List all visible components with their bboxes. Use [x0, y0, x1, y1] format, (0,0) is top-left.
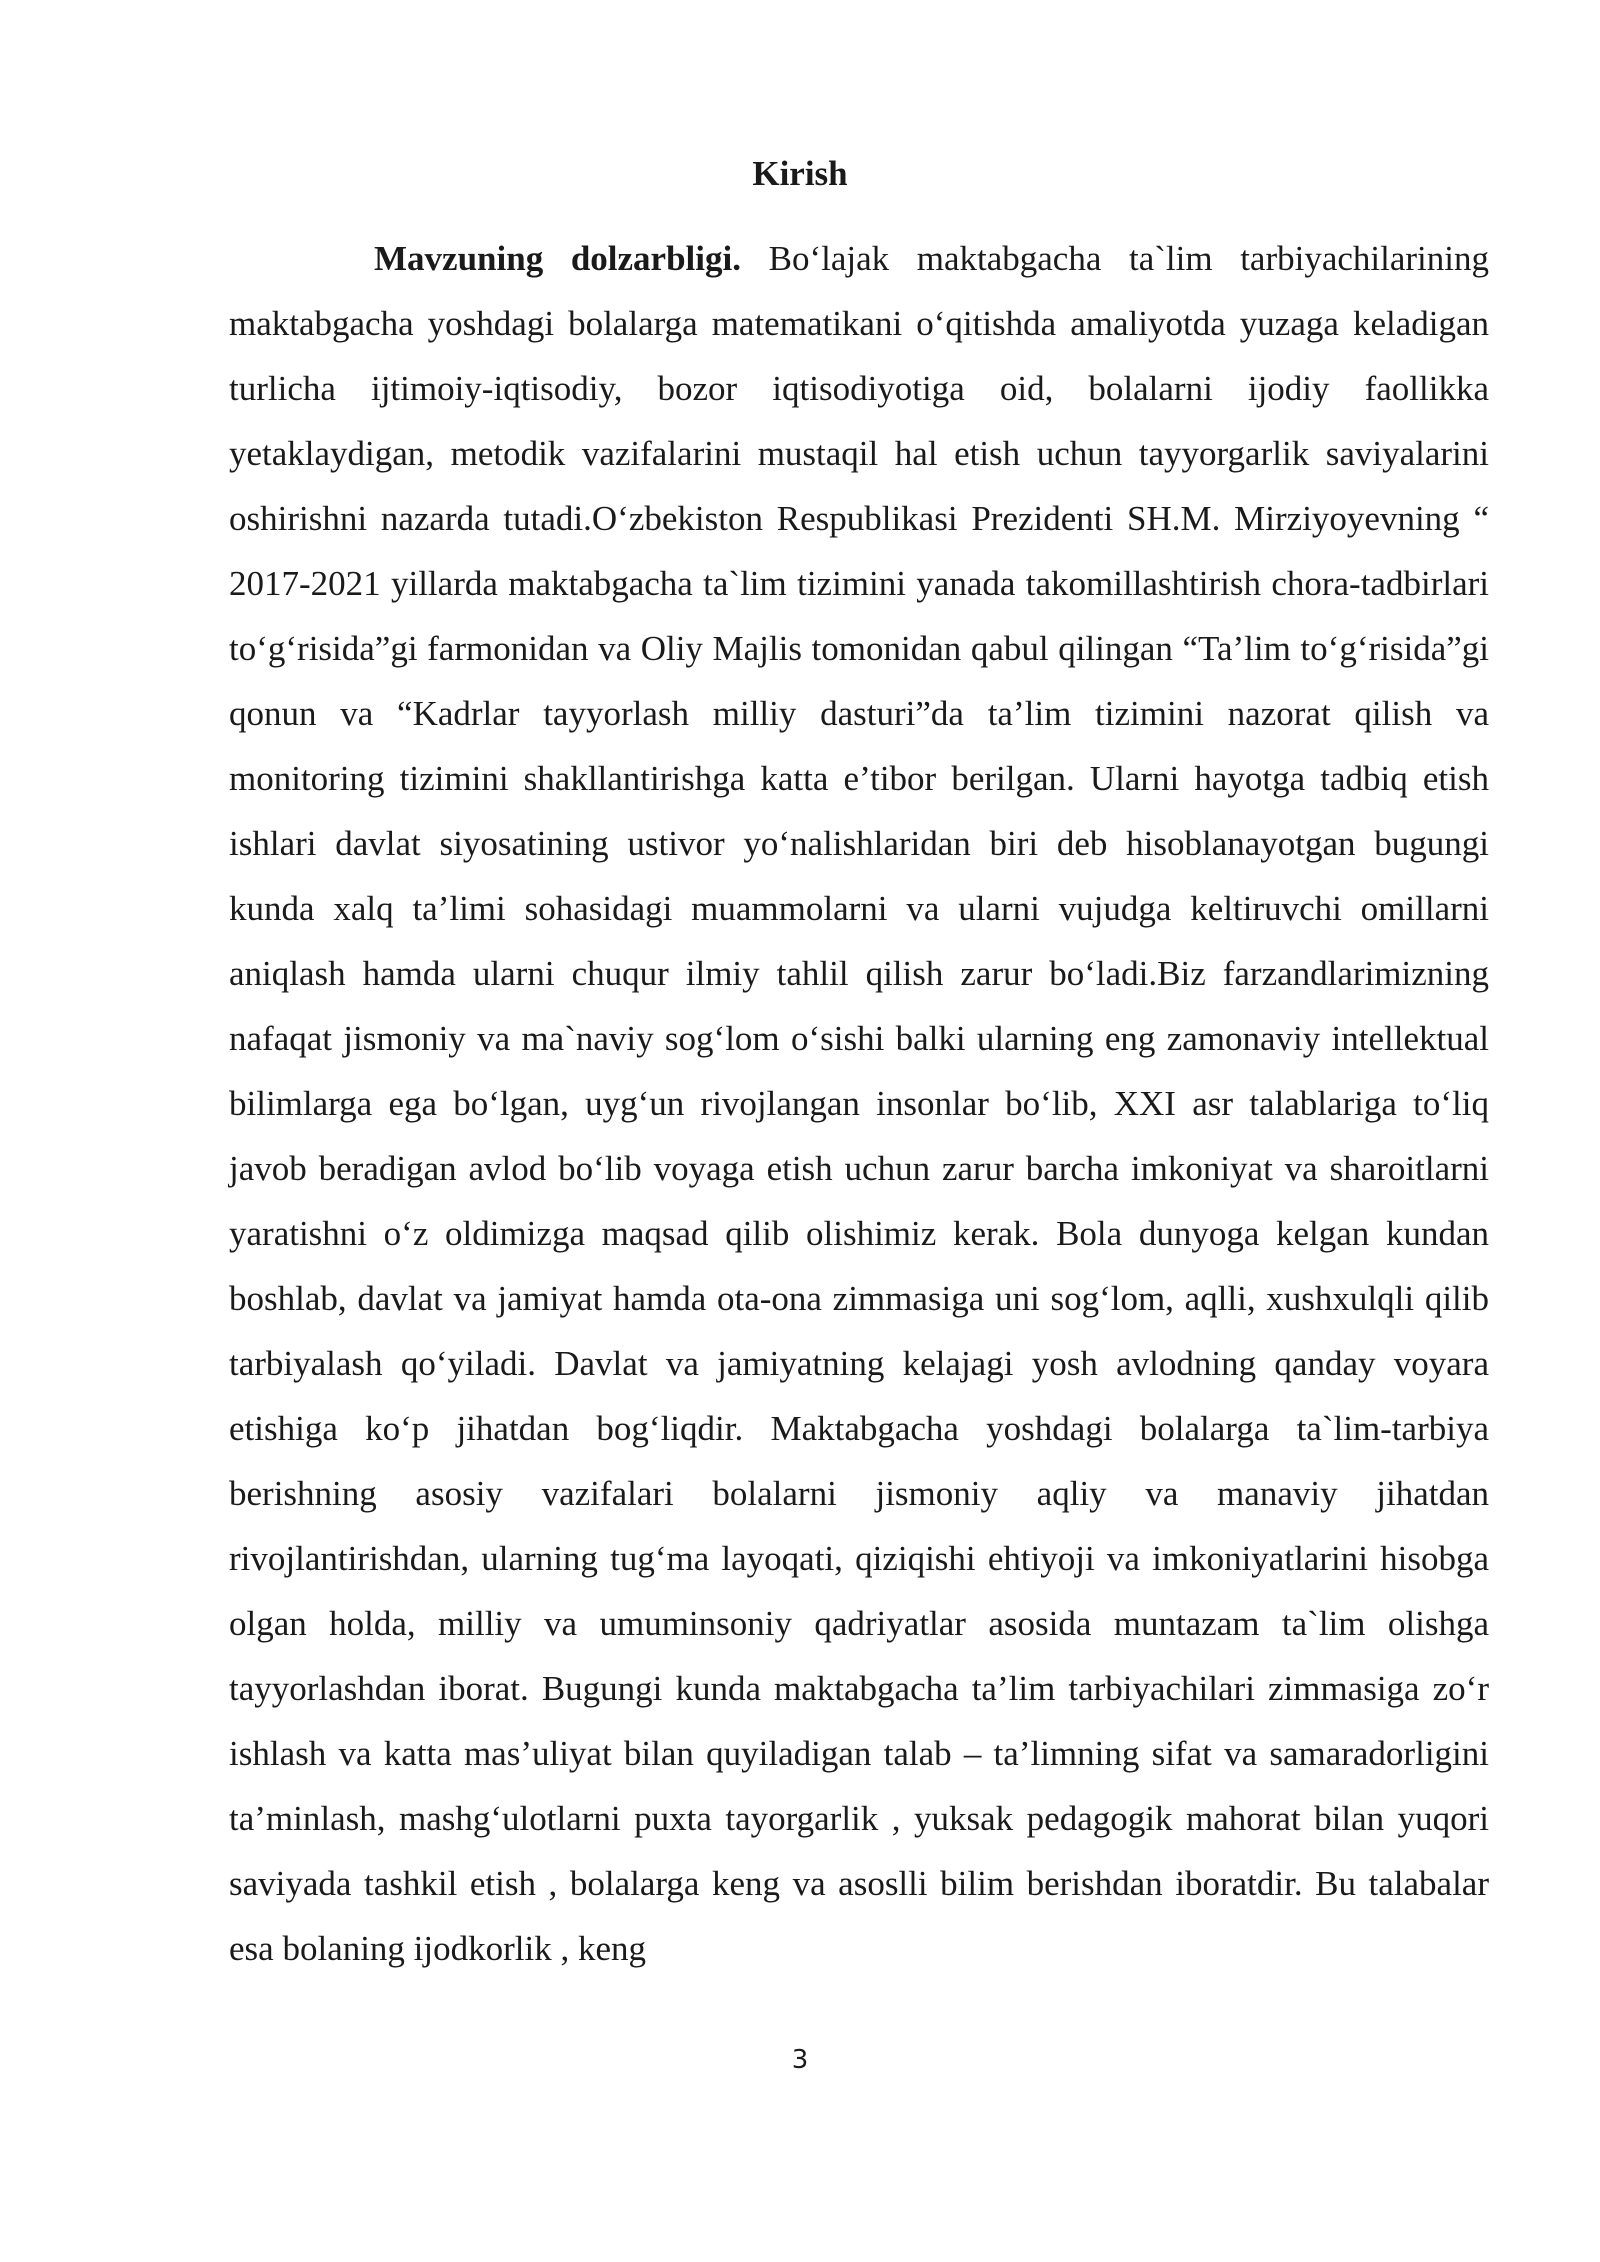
paragraph-lead: Mavzuning dolzarbligi.: [374, 239, 741, 278]
body-paragraph: [229, 226, 1489, 1981]
paragraph-body: Bo‘lajak maktabgacha ta`lim tarbiyachilarining maktabgacha yoshdagi bolalarga matematikani o‘qitishda amaliyotda yuzaga keladigan turlicha ijtimoiy-iqtisodiy, bozor iqtisodiyotiga oid, bolalarni ijodiy faollikka yetaklaydigan, metodik vazifalarini mustaqil hal etish uchun tayyorgarlik saviyalarini oshirishni nazarda tutadi.O‘zbekiston Respublikasi Prezidenti SH.M. Mirziyoyevning “ 2017-2021 yillarda maktabgacha ta`lim tizimini yanada takomillashtirish chora-tadbirlari to‘g‘risida”gi farmonidan va Oliy Majlis tomonidan qabul qilingan “Ta’lim to‘g‘risida”gi qonun va “Kadrlar tayyorlash milliy dasturi”da ta’lim tizimini nazorat qilish va monitoring tizimini shakllantirishga katta e’tibor berilgan. Ularni hayotga tadbiq etish ishlari davlat siyosatining ustivor yo‘nalishlaridan biri deb hisoblanayotgan bugungi kunda xalq ta’limi sohasidagi muammolarni va ularni vujudga keltiruvchi omillarni aniqlash hamda ularni chuqur ilmiy tahlil qilish zarur bo‘ladi.Biz farzandlarimizning nafaqat jismoniy va ma`naviy sog‘lom o‘sishi balki ularning eng zamonaviy intellektual bilimlarga ega bo‘lgan, uyg‘un rivojlangan insonlar bo‘lib, XXI asr talablariga to‘liq javob beradigan avlod bo‘lib voyaga etish uchun zarur barcha imkoniyat va sharoitlarni yaratishni o‘z oldimizga maqsad qilib olishimiz kerak. Bola dunyoga kelgan kundan boshlab, davlat va jamiyat hamda ota-ona zimmasiga uni sog‘lom, aqlli, xushxulqli qilib tarbiyalash qo‘yiladi. Davlat va jamiyatning kelajagi yosh avlodning qanday voyara etishiga ko‘p jihatdan bog‘liqdir. Maktabgacha yoshdagi bolalarga ta`lim-tarbiya berishning asosiy vazifalari bolalarni jismoniy aqliy va manaviy jihatdan rivojlantirishdan, ularning tug‘ma layoqati, qiziqishi ehtiyoji va imkoniyatlarini hisobga olgan holda, milliy va umuminsoniy qadriyatlar asosida muntazam ta`lim olishga tayyorlashdan iborat. Bugungi kunda maktabgacha ta’lim tarbiyachilari zimmasiga zo‘r ishlash va katta mas’uliyat bilan quyiladigan talab – ta’limning sifat va samaradorligini ta’minlash, mashg‘ulotlarni puxta tayorgarlik , yuksak pedagogik mahorat bilan yuqori saviyada tashkil etish , bolalarga keng va asoslli bilim berishdan iboratdir. Bu talabalar esa bolaning ijodkorlik , keng: [229, 239, 1489, 1968]
page-number: 3: [791, 2045, 809, 2075]
section-heading: Kirish: [752, 154, 848, 193]
